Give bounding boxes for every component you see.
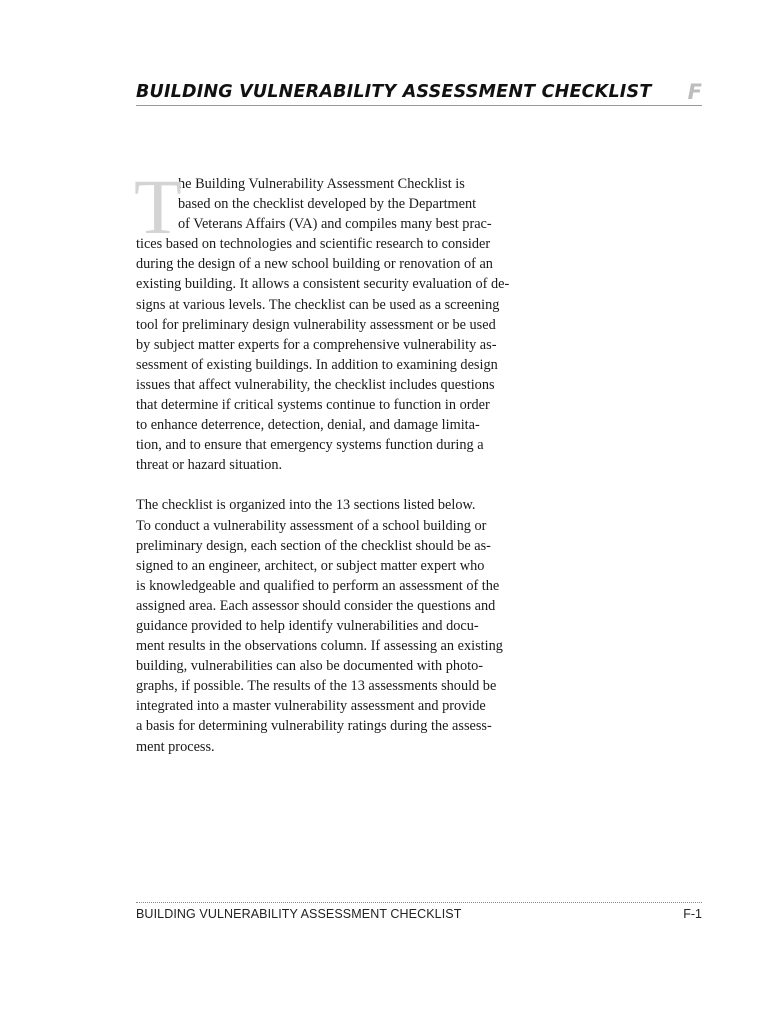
text-line: he Building Vulnerability Assessment Checklist is xyxy=(178,176,465,192)
footer-rule xyxy=(136,902,702,903)
text-line: based on the checklist developed by the Department xyxy=(178,196,477,213)
text-line: ment results in the observations column. If assessing an existing xyxy=(136,638,503,655)
text-line: signed to an engineer, architect, or subject matter expert who xyxy=(136,557,485,574)
footer-title: BUILDING VULNERABILITY ASSESSMENT CHECKLIST xyxy=(136,907,462,921)
drop-cap: T xyxy=(134,163,182,250)
text-line: existing building. It allows a consistent security evaluation of de- xyxy=(136,276,510,293)
text-line: sessment of existing buildings. In addition to examining design xyxy=(136,356,498,373)
text-line: threat or hazard situation. xyxy=(136,457,283,474)
header-rule xyxy=(136,105,702,106)
header-title: BUILDING VULNERABILITY ASSESSMENT CHECKLIST xyxy=(136,82,652,102)
paragraph-intro xyxy=(134,163,531,475)
text-line: tion, and to ensure that emergency systems function during a xyxy=(136,437,484,454)
body-text xyxy=(134,163,531,757)
text-line: that determine if critical systems continue to function in order xyxy=(136,397,490,414)
text-line: preliminary design, each section of the checklist should be as- xyxy=(136,537,491,554)
text-line: graphs, if possible. The results of the 13 assessments should be xyxy=(136,678,497,695)
text-line: to enhance deterrence, detection, denial, and damage limita- xyxy=(136,417,480,434)
text-line: tool for preliminary design vulnerability assessment or be used xyxy=(136,316,496,333)
text-line: tices based on technologies and scientific research to consider xyxy=(136,236,491,253)
page-header xyxy=(136,80,702,108)
text-line: is knowledgeable and qualified to perform an assessment of the xyxy=(136,577,500,594)
appendix-letter: F xyxy=(687,80,702,104)
paragraph-organization xyxy=(136,495,531,756)
text-line: ment process. xyxy=(136,738,215,755)
text-line: during the design of a new school building or renovation of an xyxy=(136,256,493,273)
text-line: building, vulnerabilities can also be documented with photo- xyxy=(136,658,484,675)
text-line: issues that affect vulnerability, the checklist includes questions xyxy=(136,376,495,393)
text-line: To conduct a vulnerability assessment of a school building or xyxy=(136,517,487,534)
text-line: assigned area. Each assessor should consider the questions and xyxy=(136,597,496,614)
text-line: integrated into a master vulnerability assessment and provide xyxy=(136,698,486,715)
text-line: signs at various levels. The checklist can be used as a screening xyxy=(136,296,500,313)
text-line: by subject matter experts for a comprehensive vulnerability as- xyxy=(136,336,497,353)
text-line: of Veterans Affairs (VA) and compiles many best prac- xyxy=(178,216,492,233)
text-line: The checklist is organized into the 13 sections listed below. xyxy=(136,497,476,514)
page-number: F-1 xyxy=(683,907,702,921)
text-line: guidance provided to help identify vulnerabilities and docu- xyxy=(136,617,479,634)
text-line: a basis for determining vulnerability ratings during the assess- xyxy=(136,718,492,735)
